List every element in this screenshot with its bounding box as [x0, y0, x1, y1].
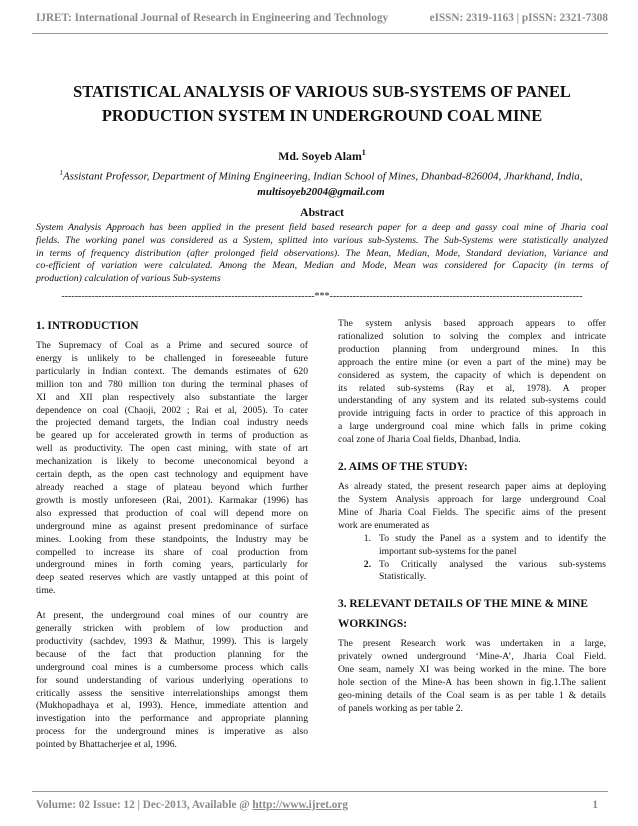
aim-item [338, 559, 606, 585]
aims-list [338, 533, 606, 585]
text-line: coal zone of Jharia Coal fields, Dhanbad, India. [338, 434, 521, 446]
left-column [36, 318, 308, 752]
page-number: 1 [592, 799, 598, 811]
text-line: the projected demand targets, the Indian coal industry needs [36, 417, 308, 429]
text-line: for sound understanding of various underlying operations to [36, 674, 308, 686]
text-line: investigation into the performance and appropriate planning [36, 713, 308, 725]
text-line: At present, the underground coal mines of our country are [36, 610, 308, 622]
text-line: of panels working as per table 2. [338, 702, 463, 714]
aim-item [338, 533, 606, 559]
mine-details-paragraph [338, 638, 606, 715]
text-line: because of the fact that production planning for the [36, 648, 308, 660]
text-line: compelled to increase its share of coal production from [36, 546, 308, 558]
details-heading-line-2: WORKINGS: [338, 618, 407, 631]
intro-paragraph-1 [36, 340, 308, 598]
text-line: pointed by Bhattacherjee et al, 1996. [36, 739, 177, 751]
text-line: already reached a stage of plateau beyond which further [36, 481, 308, 493]
text-line: privately owned underground ‘Mine-A’, Jharia Coal Field. [338, 651, 606, 663]
text-line: work are enumerated as [338, 519, 430, 531]
text-line: growth is mostly unforeseen (Rai, 2001). Karmakar (1996) has [36, 494, 308, 506]
author-email[interactable]: multisoyeb2004@gmail.com [257, 185, 385, 198]
abstract-line: in terms of frequency distribution (after prolonged field observations). The Mean, Median, Mode, Standard deviation, Variance and [36, 247, 608, 259]
text-line: approach the entire mine (or even a part of the mine) may be [338, 356, 606, 368]
abstract-line: System Analysis Approach has been applied in the present field based research paper for a deep and gassy coal mine of Jharia coal [36, 222, 608, 233]
aims-intro [338, 481, 606, 533]
issn: eISSN: 2319-1163 | pISSN: 2321-7308 [429, 12, 608, 24]
text-line: The present Research work was undertaken in a large, [338, 638, 606, 650]
text-line: time. [36, 585, 56, 597]
text-line: particularly in Indian context. The demands estimates of 620 [36, 365, 308, 377]
abstract-line: production) calculation of various Sub-systems [36, 273, 221, 285]
text-line: underground mines in forth coming years, particularly for [36, 559, 308, 571]
text-line: productivity (sachdev, 1993 & Mathur, 1999). This is largely [36, 635, 308, 647]
text-line: geo-mining details of the Coal seam is as per table 1 & details [338, 689, 606, 701]
abstract-line: fields. The working panel was considered as a System, splitted into various sub-Systems. The Sub-Systems were statistically analyzed [36, 234, 608, 246]
affiliation-sup: 1 [59, 169, 63, 177]
text-line: mines. Looking from these standpoints, the Industry may be [36, 533, 308, 545]
text-line: underground coal mines is a cumbersome process which calls [36, 661, 308, 673]
text-line: production planning from underground mines. In this [338, 343, 606, 355]
footer-rule [32, 791, 608, 792]
paper-title [36, 80, 608, 128]
text-line: a large underground coal mine which falls in prime coking [338, 421, 606, 433]
author-name: Md. Soyeb Alam [278, 148, 362, 163]
abstract-heading: Abstract [300, 205, 344, 219]
text-line: As already stated, the present research paper aims at deploying [338, 481, 606, 493]
text-line: Statistically. [379, 571, 427, 583]
title-line-1: STATISTICAL ANALYSIS OF VARIOUS SUB-SYSTEMS OF PANEL [73, 82, 571, 101]
journal-link[interactable]: http://www.ijret.org [252, 799, 348, 811]
text-line: underground mine as against present predominance of surface [36, 520, 308, 532]
text-line: Mine of Jharia Coal Fields. The specific aims of the present [338, 506, 606, 518]
text-line: (Mukhopadhaya et al, 1993). Hence, immediate attention and [36, 700, 308, 712]
text-line: also expressed that production of coal will depend more on [36, 507, 308, 519]
right-column [338, 318, 606, 716]
intro-paragraph-2 [36, 610, 308, 752]
text-line: To Critically analysed the various sub-systems [379, 558, 606, 570]
text-line: To study the Panel as a system and to identify the [379, 532, 606, 544]
text-line: understanding of any system and its related sub-systems could [338, 395, 606, 407]
text-line: dependence on coal (Chaoji, 2002 ; Rai et al, 2005). To cater [36, 404, 308, 416]
text-line: The Supremacy of Coal as a Prime and secured source of [36, 340, 308, 351]
section-separator: ----------------------------------------------------------------------------***---------------------------------------------------------------------------- [61, 291, 583, 302]
text-line: One seam, namely XI was being worked in the mine. The bore [338, 664, 606, 676]
text-line: be geared up for accelerated growth in terms of production as [36, 430, 308, 442]
text-line: generally stricken with problem of low production and [36, 623, 308, 635]
text-line: mechanization is likely to become uneconomical beyond a [36, 456, 308, 468]
header-rule [32, 33, 608, 34]
volume-info: Volume: 02 Issue: 12 | Dec-2013, Available @ http://www.ijret.org [36, 799, 348, 811]
details-heading-line-1: 3. RELEVANT DETAILS OF THE MINE & MINE [338, 598, 589, 611]
text-line: process for the underground mines is imperative as also [36, 726, 308, 738]
author [36, 148, 608, 164]
title-line-2: PRODUCTION SYSTEM IN UNDERGROUND COAL MINE [101, 106, 543, 125]
affiliation [30, 166, 612, 200]
text-line: XI and XII plan respectively also substantiate the larger [36, 391, 308, 403]
approach-paragraph [338, 318, 606, 447]
text-line: its related sub-systems (Ray et al, 1978). A proper [338, 382, 606, 394]
text-line: The system anlysis based approach appears to offer [338, 318, 606, 329]
text-line: hole section of the Mine-A has been shown in fig.1.The salient [338, 677, 606, 689]
text-line: certain depth, as the open cast technology and equipment have [36, 469, 308, 481]
abstract-line: co-efficient of variation were calculated. Among the Mean, Median and Mode, Mean was considered for Capacity (in terms of [36, 260, 608, 272]
running-header [36, 12, 608, 24]
text-line: energy is unlikely to be challenged in foreseeable future [36, 352, 308, 364]
text-line: million ton and 780 million ton during the terminal phases of [36, 378, 308, 390]
aim-number: 1. [363, 532, 371, 544]
abstract-body [36, 222, 608, 286]
aims-heading: 2. AIMS OF THE STUDY: [338, 461, 468, 474]
text-line: the System Analysis approach for large underground Coal [338, 493, 606, 505]
author-sup: 1 [361, 148, 366, 157]
text-line: well as productivity. The open cast mining, with state of art [36, 443, 308, 455]
affiliation-line: $^1$Assistant Professor, Department of Mining Engineering, Indian School of Mines, Dhanbad-826004, Jharkhand, India, [59, 169, 583, 183]
intro-heading: 1. INTRODUCTION [36, 320, 139, 332]
journal-name: IJRET: International Journal of Research in Engineering and Technology [36, 12, 389, 24]
text-line: rationalized solution to solving the complex and intricate [338, 330, 606, 342]
running-footer [36, 799, 598, 811]
text-line: provide intriguing facts in order to practice of this approach in [338, 408, 606, 420]
aim-number: 2. [363, 558, 371, 570]
text-line: critically assess the sensitive interrelationships amongst them [36, 687, 308, 699]
text-line: considered as system, the capacity of which is dependent on [338, 369, 606, 381]
text-line: important sub-systems for the panel [379, 545, 517, 557]
text-line: deep seated reserves which are vastly untapped at this point of [36, 572, 308, 584]
